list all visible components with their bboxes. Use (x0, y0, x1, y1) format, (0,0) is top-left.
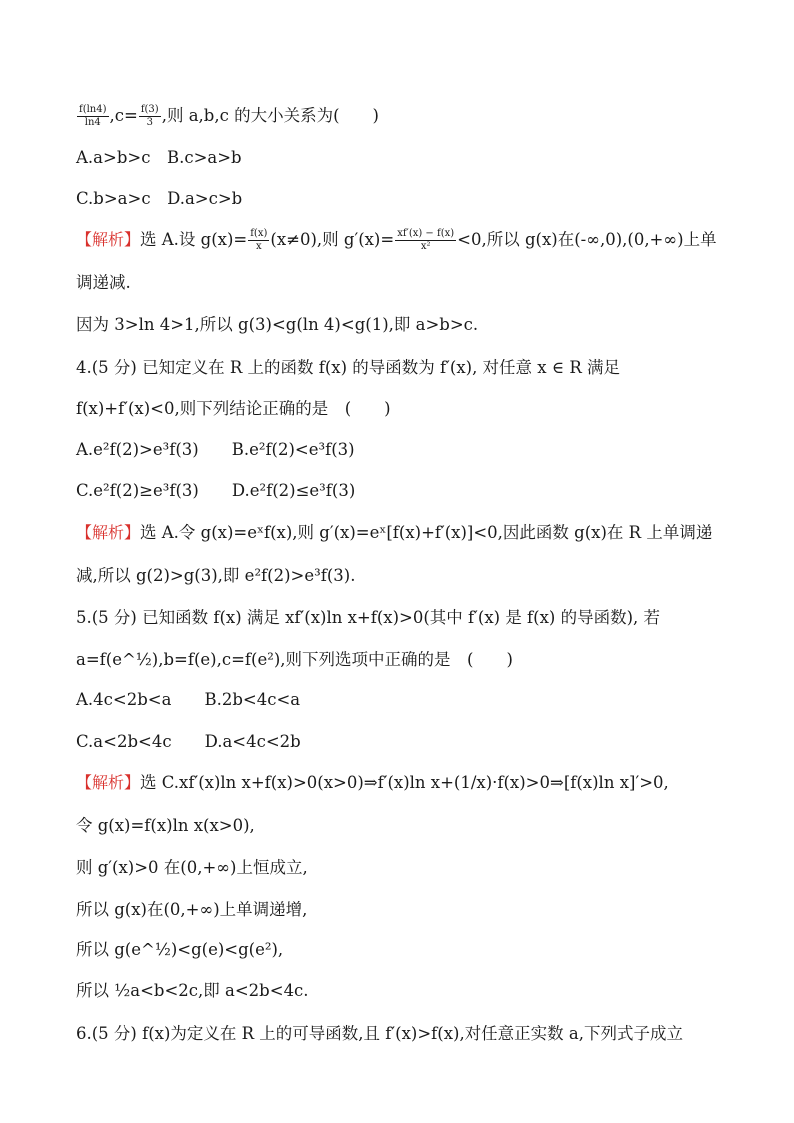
fraction (139, 104, 161, 129)
text: <0,所以 g(x)在(-∞,0),(0,+∞)上单 (457, 230, 717, 249)
question-stem: 6.(5 分) f(x)为定义在 R 上的可导函数,且 f′(x)>f(x),对任意正实数 a,下列式子成立 (76, 1024, 684, 1043)
text: (x≠0),则 g′(x)= (270, 230, 395, 249)
question-stem: a=f(e^½),b=f(e),c=f(e²),则下列选项中正确的是 ( ) (76, 650, 513, 669)
option-line: C.e²f(2)≥e³f(3) D.e²f(2)≤e³f(3) (76, 481, 356, 500)
fraction-denominator: 3 (146, 117, 153, 128)
solution-line: 则 g′(x)>0 在(0,+∞)上恒成立, (76, 858, 308, 877)
fraction (77, 104, 109, 129)
option-line: A.e²f(2)>e³f(3) B.e²f(2)<e³f(3) (76, 440, 355, 459)
solution-line: 因为 3>ln 4>1,所以 g(3)<g(ln 4)<g(1),即 a>b>c. (76, 315, 479, 334)
fraction-numerator: f(x) (250, 228, 268, 239)
fraction-numerator: xf′(x) − f(x) (397, 228, 455, 239)
solution-line: 减,所以 g(2)>g(3),即 e²f(2)>e³f(3). (76, 566, 356, 585)
text: 选 C.xf′(x)ln x+f(x)>0(x>0)⇒f′(x)ln x+(1/x)·f(x)>0⇒[f(x)ln x]′>0, (140, 773, 669, 792)
solution-line: 调递减. (76, 273, 131, 292)
solution-line: 令 g(x)=f(x)ln x(x>0), (76, 816, 255, 835)
text: ,c= (109, 106, 138, 125)
fraction-numerator: f(3) (140, 104, 159, 115)
solution-line: 所以 g(e^½)<g(e)<g(e²), (76, 940, 284, 959)
fraction-numerator: f(ln4) (79, 104, 107, 115)
analysis-tag: 【解析】 (76, 523, 141, 542)
question-stem: f(x)+f′(x)<0,则下列结论正确的是 ( ) (76, 399, 391, 418)
solution-line: 所以 g(x)在(0,+∞)上单调递增, (76, 900, 308, 919)
fraction (248, 228, 269, 253)
text: 选 A.设 g(x)= (140, 230, 248, 249)
text: ,则 a,b,c 的大小关系为( ) (161, 106, 379, 125)
solution-line (76, 228, 721, 253)
solution-line (76, 771, 721, 795)
solution-line: 所以 ½a<b<2c,即 a<2b<4c. (76, 981, 309, 1000)
solution-line (76, 521, 721, 545)
analysis-tag: 【解析】 (76, 773, 141, 792)
analysis-tag: 【解析】 (76, 230, 141, 249)
question-stem: 5.(5 分) 已知函数 f(x) 满足 xf′(x)ln x+f(x)>0(其中 f′(x) 是 f(x) 的导函数), 若 (76, 608, 661, 627)
option-line: A.4c<2b<a B.2b<4c<a (76, 690, 301, 709)
q3-stem-tail (76, 104, 721, 129)
fraction-denominator: x (255, 241, 262, 252)
fraction-denominator: x² (420, 241, 431, 252)
fraction-denominator: ln4 (84, 117, 101, 128)
option-line: A.a>b>c B.c>a>b (76, 148, 242, 167)
option-line: C.b>a>c D.a>c>b (76, 189, 243, 208)
text: 选 A.令 g(x)=eˣf(x),则 g′(x)=eˣ[f(x)+f′(x)]<0,因此函数 g(x)在 R 上单调递 (140, 523, 713, 542)
fraction (395, 228, 456, 253)
option-line: C.a<2b<4c D.a<4c<2b (76, 732, 301, 751)
question-stem: 4.(5 分) 已知定义在 R 上的函数 f(x) 的导函数为 f′(x), 对任意 x ∈ R 满足 (76, 358, 620, 377)
